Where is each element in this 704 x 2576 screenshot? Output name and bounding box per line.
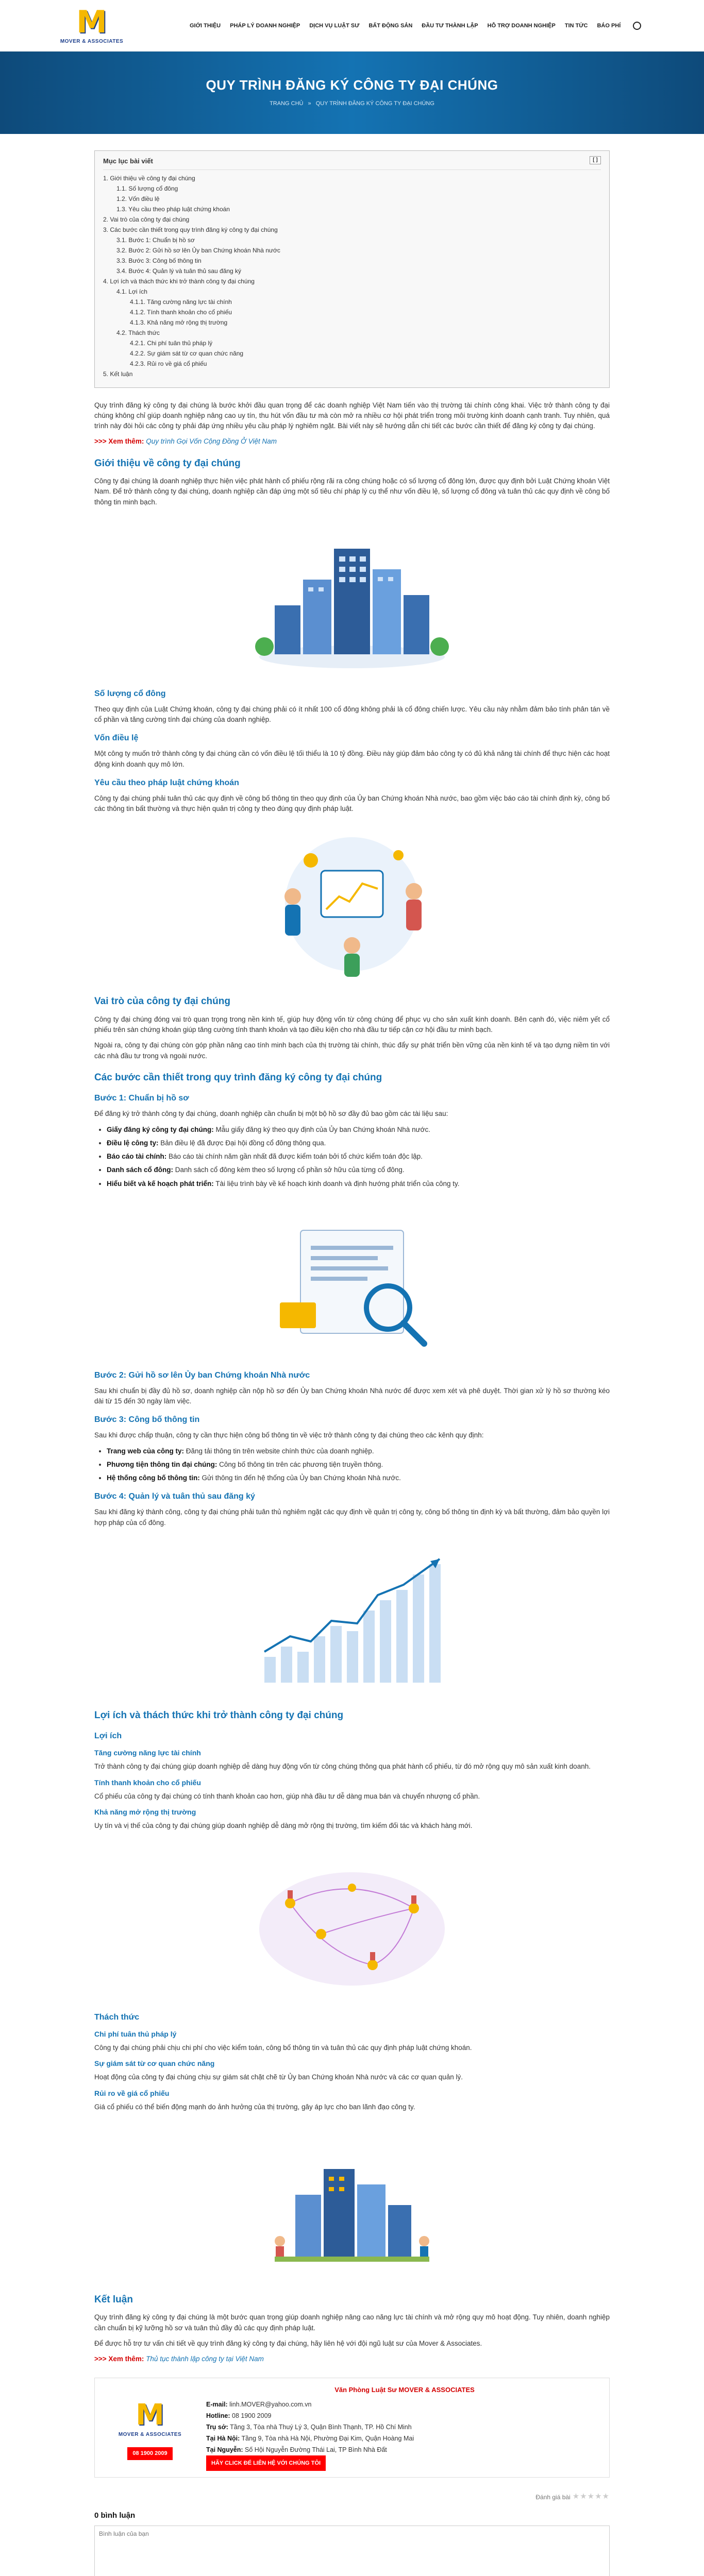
list-item <box>107 1446 610 1456</box>
paragraph: Quy trình đăng ký công ty đại chúng là một bước quan trọng giúp doanh nghiệp nâng cao năng lực tài chính và mở rộng quy mô hoạt động. Tuy nhiên, doanh nghiệp cần chuẩn bị kỹ lưỡng hồ sơ và tuân thủ đầy đủ các quy định pháp luật. <box>94 2313 610 2332</box>
list-item-text: Gửi thông tin đến hệ thống của Ủy ban Chứng khoán Nhà nước. <box>199 1474 401 1482</box>
subsection-heading: Bước 2: Gửi hồ sơ lên Ủy ban Chứng khoán Nhà nước <box>94 1370 310 1380</box>
toc-item[interactable]: 3.2. Bước 2: Gửi hồ sơ lên Ủy ban Chứng khoán Nhà nước <box>116 246 280 254</box>
subsection-heading: Vốn điều lệ <box>94 734 139 743</box>
list-item <box>107 1179 610 1189</box>
paragraph: Công ty đại chúng là doanh nghiệp thực hiện việc phát hành cổ phiếu rộng rãi ra công chúng hoặc có số lượng cổ đông lớn, được quy định bởi Luật Chứng khoán Việt Nam. Để trở thành công ty đại chúng, doanh nghiệp cần đáp ứng một số tiêu chí pháp lý cụ thể như vốn điều lệ, số lượng cổ đông và tuân thủ các quy định về công bố thông tin minh bạch. <box>94 477 610 506</box>
toc-item[interactable]: 4.2.1. Chi phí tuân thủ pháp lý <box>130 339 213 347</box>
paragraph: Theo quy định của Luật Chứng khoán, công ty đại chúng phải có ít nhất 100 cổ đông không phải là cổ đông chiến lược. Yêu cầu này nhằm đảm bảo tính phân tán về cổ phần và tăng cường tính đại chúng của doanh nghiệp. <box>94 705 610 723</box>
comment-count: 0 bình luận <box>94 2511 136 2520</box>
rating-stars[interactable]: ★★★★★ <box>572 2492 610 2501</box>
paragraph: Sau khi chuẩn bị đầy đủ hồ sơ, doanh nghiệp cần nộp hồ sơ đến Ủy ban Chứng khoán Nhà nước để được xem xét và phê duyệt. Thời gian xử lý hồ sơ thường kéo dài từ 15 đến 30 ngày làm việc. <box>94 1386 610 1405</box>
subsection-heading: Bước 1: Chuẩn bị hồ sơ <box>94 1094 189 1103</box>
article-body <box>94 400 610 2576</box>
contact-title: Văn Phòng Luật Sư MOVER & ASSOCIATES <box>334 2386 475 2394</box>
list-item-text: Bản điều lệ đã được Đại hội đồng cổ đông thông qua. <box>158 1139 326 1147</box>
minor-heading: Sự giám sát từ cơ quan chức năng <box>94 2059 215 2068</box>
toc-item[interactable]: 4.2.3. Rủi ro về giá cổ phiếu <box>130 360 207 367</box>
section-heading: Các bước cần thiết trong quy trình đăng ký công ty đại chúng <box>94 1072 382 1083</box>
list-item-text: Đăng tải thông tin trên website chính thức của doanh nghiệp. <box>184 1447 374 1455</box>
illustration-documents <box>244 1199 460 1359</box>
subsection-heading: Yêu cầu theo pháp luật chứng khoán <box>94 778 239 787</box>
paragraph: Ngoài ra, công ty đại chúng còn góp phần nâng cao tính minh bạch của thị trường tài chính, thúc đẩy sự phát triển bền vững của nền kinh tế và tạo dựng niềm tin với các nhà đầu tư trong và ngoài nước. <box>94 1041 610 1060</box>
illustration-city <box>244 518 460 677</box>
logo-mark: M <box>136 2398 164 2432</box>
list-item-text: Danh sách cổ đông kèm theo số lượng cổ phần sở hữu của từng cổ đông. <box>173 1166 405 1174</box>
breadcrumb <box>0 99 704 108</box>
paragraph: Công ty đại chúng phải tuân thủ các quy định về công bố thông tin theo quy định của Ủy ban Chứng khoán Nhà nước, bao gồm việc báo cáo tài chính định kỳ, công bố các thông tin bất thường và thực hiện quản trị công ty theo đúng quy định pháp luật. <box>94 794 610 812</box>
toc-item[interactable]: 3. Các bước cần thiết trong quy trình đăng ký công ty đại chúng <box>103 226 278 233</box>
toc-list <box>103 173 601 379</box>
paragraph: Công ty đại chúng đóng vai trò quan trọng trong nền kinh tế, giúp huy động vốn từ công chúng để phục vụ cho sản xuất kinh doanh. Bên cạnh đó, việc niêm yết cổ phiếu trên sàn chứng khoán giúp tăng cường tính thanh khoản và tạo điều kiện cho nhà đầu tư tiếp cận cơ hội đầu tư minh bạch. <box>94 1015 610 1033</box>
toc-item[interactable]: 3.1. Bước 1: Chuẩn bị hồ sơ <box>116 236 195 244</box>
toc-item[interactable]: 1.1. Số lượng cổ đông <box>116 184 178 192</box>
nav-item[interactable]: ĐẦU TƯ THÀNH LẬP <box>422 22 478 29</box>
contact-info <box>199 2384 603 2471</box>
list-item <box>107 1165 610 1175</box>
breadcrumb-home[interactable]: TRANG CHỦ <box>270 100 304 107</box>
toc-item[interactable]: 4.1.2. Tính thanh khoản cho cổ phiếu <box>130 308 232 316</box>
contact-lines <box>206 2399 603 2455</box>
comment-textarea[interactable] <box>94 2526 610 2576</box>
nav-item[interactable]: BÁO PHÍ <box>597 22 621 29</box>
list-item-label: Danh sách cổ đông: <box>107 1166 174 1174</box>
toc-item[interactable]: 3.4. Bước 4: Quản lý và tuân thủ sau đăng ký <box>116 267 242 275</box>
minor-heading: Tăng cường năng lực tài chính <box>94 1749 201 1757</box>
contact-line-value: linh.MOVER@yahoo.com.vn <box>229 2401 312 2409</box>
toc-header <box>103 156 601 170</box>
paragraph: Công ty đại chúng phải chịu chi phí cho việc kiểm toán, công bố thông tin và tuân thủ các quy định pháp luật chứng khoán. <box>94 2044 472 2052</box>
list-item-text: Mẫu giấy đăng ký theo quy định của Ủy ban Chứng khoán Nhà nước. <box>213 1125 430 1133</box>
see-also-link[interactable]: Thủ tục thành lập công ty tại Việt Nam <box>146 2355 264 2363</box>
list-item-label: Điều lệ công ty: <box>107 1139 159 1147</box>
contact-line-key: Tại Hà Nội: <box>206 2435 240 2443</box>
contact-line-key: Tại Nguyễn: <box>206 2446 243 2454</box>
subsection-heading: Số lượng cổ đông <box>94 689 166 698</box>
contact-box <box>94 2378 610 2478</box>
nav-item[interactable]: BẤT ĐỘNG SẢN <box>368 22 413 29</box>
illustration-city-people <box>244 2123 460 2282</box>
list-item-text: Tài liệu trình bày về kế hoạch kinh doanh và định hướng phát triển của công ty. <box>213 1179 460 1188</box>
subsection-heading: Bước 4: Quản lý và tuân thủ sau đăng ký <box>94 1492 255 1501</box>
contact-cta-button[interactable]: HÃY CLICK ĐỂ LIÊN HỆ VỚI CHÚNG TÔI <box>206 2455 326 2471</box>
contact-line-key: Hotline: <box>206 2412 230 2420</box>
paragraph: Sau khi được chấp thuận, công ty cần thực hiện công bố thông tin về việc trở thành công ty đại chúng theo các kênh quy định: <box>94 1431 484 1439</box>
toc-item[interactable]: 1.2. Vốn điều lệ <box>116 195 160 202</box>
logo-brand: MOVER & ASSOCIATES <box>60 38 124 44</box>
page-title: QUY TRÌNH ĐĂNG KÝ CÔNG TY ĐẠI CHÚNG <box>206 77 498 93</box>
comment-form <box>94 2510 610 2576</box>
list-item-text: Công bố thông tin trên các phương tiện truyền thông. <box>217 1460 383 1468</box>
toc-item[interactable]: 4.1.1. Tăng cường năng lực tài chính <box>130 298 232 306</box>
section-heading: Lợi ích và thách thức khi trở thành công ty đại chúng <box>94 1709 344 1721</box>
contact-line-value: 08 1900 2009 <box>232 2412 272 2420</box>
toc-toggle-button[interactable]: [ ] <box>590 156 601 164</box>
minor-heading: Chi phí tuân thủ pháp lý <box>94 2030 177 2038</box>
section-heading: Vai trò của công ty đại chúng <box>94 996 230 1007</box>
contact-line <box>206 2410 603 2421</box>
toc-item[interactable]: 5. Kết luận <box>103 370 133 378</box>
list-item-label: Giấy đăng ký công ty đại chúng: <box>107 1125 214 1133</box>
nav-item[interactable]: PHÁP LÝ DOANH NGHIỆP <box>230 22 300 29</box>
section-heading: Giới thiệu về công ty đại chúng <box>94 457 241 469</box>
paragraph: Để đăng ký trở thành công ty đại chúng, doanh nghiệp cần chuẩn bị một bộ hồ sơ đầy đủ bao gồm các tài liệu sau: <box>94 1110 448 1118</box>
nav-item[interactable]: TIN TỨC <box>564 22 588 29</box>
toc-item[interactable]: 4. Lợi ích và thách thức khi trở thành công ty đại chúng <box>103 277 255 285</box>
see-also <box>94 2354 610 2364</box>
search-icon[interactable] <box>633 22 641 30</box>
list-item-text: Báo cáo tài chính năm gần nhất đã được kiểm toán bởi tổ chức kiểm toán độc lập. <box>166 1153 423 1160</box>
contact-line-key: Trụ sở: <box>206 2424 228 2431</box>
step3-list <box>107 1446 610 1484</box>
section-heading: Kết luận <box>94 2294 133 2305</box>
nav-item[interactable]: GIỚI THIỆU <box>190 22 221 29</box>
logo-brand: MOVER & ASSOCIATES <box>118 2431 182 2437</box>
paragraph: Để được hỗ trợ tư vấn chi tiết về quy trình đăng ký công ty đại chúng, hãy liên hệ với đội ngũ luật sư của Mover & Associates. <box>94 2339 482 2347</box>
illustration-network-map <box>244 1841 460 2001</box>
list-item <box>107 1138 610 1148</box>
paragraph: Hoạt động của công ty đại chúng chịu sự giám sát chặt chẽ từ Ủy ban Chứng khoán Nhà nước và các cơ quan quản lý. <box>94 2073 463 2081</box>
nav-item[interactable]: DỊCH VỤ LUẬT SƯ <box>309 22 360 29</box>
contact-line-value: Số Hội Nguyễn Đường Thái Lai, TP Bình Nhà Đất <box>245 2446 387 2454</box>
list-item-label: Hệ thống công bố thông tin: <box>107 1474 200 1482</box>
contact-line-key: E-mail: <box>206 2401 228 2409</box>
contact-line-value: Tầng 9, Tòa nhà Hà Nội, Phường Đại Kim, Quận Hoàng Mai <box>241 2435 414 2443</box>
illustration-people-finance <box>244 824 460 984</box>
toc-item[interactable]: 4.2.2. Sự giám sát từ cơ quan chức năng <box>130 349 244 357</box>
toc-item[interactable]: 1.3. Yêu cầu theo pháp luật chứng khoán <box>116 205 230 213</box>
illustration-growth-chart <box>244 1538 460 1698</box>
toc-item[interactable]: 4.1. Lợi ích <box>116 287 147 295</box>
contact-line <box>206 2421 603 2433</box>
contact-line <box>206 2444 603 2455</box>
list-item <box>107 1460 610 1470</box>
nav-item[interactable]: HỖ TRỢ DOANH NGHIỆP <box>487 22 556 29</box>
table-of-contents <box>94 150 610 388</box>
paragraph: Uy tín và vị thế của công ty đại chúng giúp doanh nghiệp dễ dàng mở rộng thị trường, tìm kiếm đối tác và khách hàng mới. <box>94 1821 473 1829</box>
list-item <box>107 1151 610 1162</box>
site-logo[interactable] <box>56 3 128 49</box>
paragraph: Trở thành công ty đại chúng giúp doanh nghiệp dễ dàng huy động vốn từ công chúng thông qua phát hành cổ phiếu, từ đó mở rộng quy mô sản xuất kinh doanh. <box>94 1762 591 1771</box>
see-also-label: >>> Xem thêm: <box>94 2355 144 2363</box>
toc-item[interactable]: 2. Vai trò của công ty đại chúng <box>103 215 190 223</box>
toc-item[interactable]: 3.3. Bước 3: Công bố thông tin <box>116 257 202 264</box>
see-also-link[interactable]: Quy trình Gọi Vốn Cộng Đồng Ở Việt Nam <box>146 437 277 446</box>
minor-heading: Tính thanh khoản cho cổ phiếu <box>94 1778 201 1787</box>
logo-mark: M <box>76 4 107 40</box>
paragraph: Sau khi đăng ký thành công, công ty đại chúng phải tuân thủ nghiêm ngặt các quy định về quản trị công ty, công bố thông tin định kỳ và bất thường, đảm bảo quyền lợi hợp pháp của cổ đông. <box>94 1508 610 1527</box>
subsection-heading: Lợi ích <box>94 1732 122 1741</box>
list-item <box>107 1473 610 1483</box>
article-intro: Quy trình đăng ký công ty đại chúng là bước khởi đầu quan trọng để các doanh nghiệp Việt Nam tiến vào thị trường tài chính công khai. Việc trở thành công ty đại chúng không chỉ giúp doanh nghiệp nâng cao uy tín, thu hút vốn đầu tư mà còn mở ra nhiều cơ hội phát triển trong môi trường kinh doanh cạnh tranh. Tuy nhiên, quá trình này đòi hỏi các công ty phải đáp ứng nhiều yêu cầu pháp lý nghiêm ngặt. Bài viết này sẽ hướng dẫn chi tiết các bước cần thiết để đăng ký công ty đại chúng. <box>94 401 610 430</box>
contact-logo <box>101 2384 199 2471</box>
contact-line-value: Tầng 3, Tòa nhà Thuý Lý 3, Quận Bình Thạnh, TP. Hồ Chí Minh <box>230 2424 412 2431</box>
toc-item[interactable]: 4.2. Thách thức <box>116 329 160 336</box>
toc-item[interactable]: 1. Giới thiệu về công ty đại chúng <box>103 174 195 182</box>
site-logo <box>114 2396 186 2442</box>
list-item <box>107 1125 610 1135</box>
hotline-badge[interactable]: 08 1900 2009 <box>127 2447 172 2460</box>
toc-item[interactable]: 4.1.3. Khả năng mở rộng thị trường <box>130 318 228 326</box>
toc-title: Mục lục bài viết <box>103 157 153 165</box>
minor-heading: Khả năng mở rộng thị trường <box>94 1807 196 1816</box>
paragraph: Giá cổ phiếu có thể biến động mạnh do ảnh hưởng của thị trường, gây áp lực cho ban lãnh đạo công ty. <box>94 2103 415 2111</box>
subsection-heading: Bước 3: Công bố thông tin <box>94 1415 200 1425</box>
contact-line <box>206 2399 603 2410</box>
rating-label: Đánh giá bài <box>535 2493 571 2501</box>
list-item-label: Hiểu biết và kế hoạch phát triển: <box>107 1179 214 1188</box>
list-item-label: Phương tiện thông tin đại chúng: <box>107 1460 217 1468</box>
paragraph: Cổ phiếu của công ty đại chúng có tính thanh khoản cao hơn, giúp nhà đầu tư dễ dàng mua bán và chuyển nhượng cổ phần. <box>94 1792 480 1800</box>
breadcrumb-separator: » <box>308 100 311 107</box>
subsection-heading: Thách thức <box>94 2013 140 2022</box>
main-nav <box>190 22 641 30</box>
contact-line <box>206 2433 603 2444</box>
breadcrumb-current: QUY TRÌNH ĐĂNG KÝ CÔNG TY ĐẠI CHÚNG <box>315 100 434 107</box>
paragraph: Một công ty muốn trở thành công ty đại chúng cần có vốn điều lệ tối thiểu là 10 tỷ đồng. Điều này giúp đảm bảo công ty có đủ khả năng tài chính để thực hiện các hoạt động kinh doanh quy mô lớn. <box>94 750 610 768</box>
site-header <box>0 0 704 52</box>
see-also-label: >>> Xem thêm: <box>94 437 144 446</box>
minor-heading: Rủi ro về giá cổ phiếu <box>94 2089 170 2097</box>
list-item-label: Báo cáo tài chính: <box>107 1153 167 1160</box>
rating <box>94 2491 610 2503</box>
page-banner <box>0 52 704 134</box>
step1-list <box>107 1125 610 1189</box>
list-item-label: Trang web của công ty: <box>107 1447 185 1455</box>
see-also <box>94 436 610 447</box>
